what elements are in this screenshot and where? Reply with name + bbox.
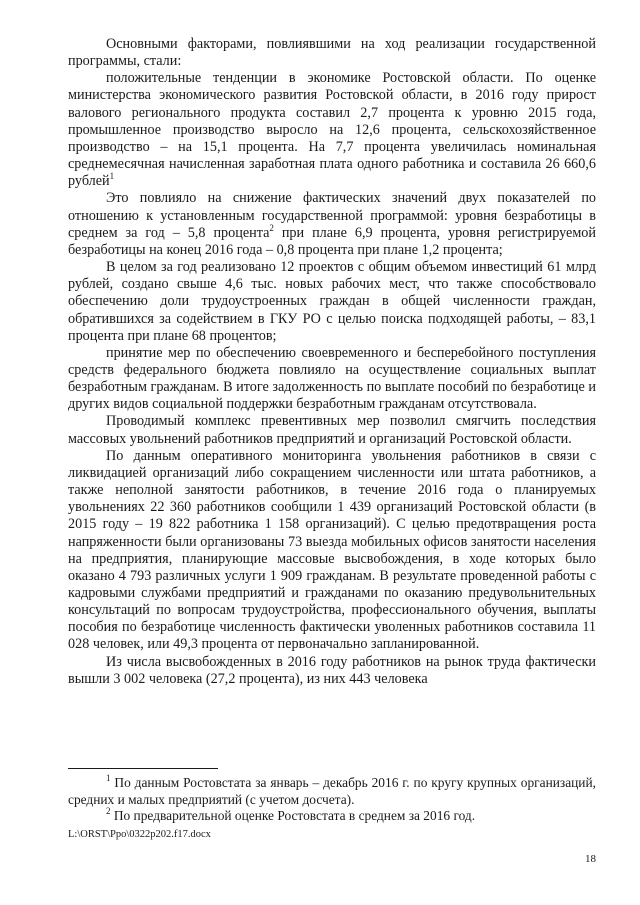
paragraph-8: Из числа высвобожденных в 2016 году работников на рынок труда фактически вышли 3 002 человека (27,2 процента), из них 443 человека (68, 653, 596, 687)
paragraph-2: положительные тенденции в экономике Ростовской области. По оценке министерства экономического развития Ростовской области, в 2016 году прирост валового регионального продукта составил 2,7 процента к уровню 2015 года, промышленное производство выросло на 12,6 процента, сельскохозяйственное производство – на 15,1 процента. На 7,7 процента увеличилась номинальная среднемесячная начисленная заработная плата одного работника и составила 26 660,6 рублей$^1$ (68, 70, 596, 190)
footnote-1: $^1$ По данным Ростовстата за январь – декабрь 2016 г. по кругу крупных организаций, средних и малых предприятий (с учетом досчета). (68, 773, 596, 807)
paragraph-5: принятие мер по обеспечению своевременного и бесперебойного поступления средств федерального бюджета повлияло на осуществление социальных выплат безработным гражданам. В итоге задолженность по выплате пособий по безработице и других видов социальной поддержки безработным гражданам отсутствовала. (68, 344, 596, 413)
footnote-mark-1: 1 (106, 773, 111, 783)
footnotes (68, 775, 596, 825)
footnote-ref-1[interactable]: 1 (109, 171, 115, 182)
page-number: 18 (585, 853, 596, 865)
paragraph-7: По данным оперативного мониторинга увольнения работников в связи с ликвидацией организаций либо сокращением численности или штата работников, а также неполной занятости работников, в течение 2016 года о планируемых увольнениях 22 360 работников сообщили 1 439 организаций Ростовской области (в 2015 году – 19 822 работника 1 158 организаций). С целью предотвращения роста напряженности были организованы 73 выезда мобильных офисов занятости населения на предприятия, планирующие массовые высвобождения, в ходе которых было оказано 4 793 различных услуги 1 909 гражданам. В результате проведенной работы с кадровыми службами предприятий и гражданами по оказанию предувольнительных консультаций по вопросам трудоустройства, профессионального обучения, выплаты пособия по безработице численность фактически уволенных работников составила 11 028 человек, или 49,3 процента от первоначально запланированной. (68, 447, 596, 653)
footnote-2: $^2$ По предварительной оценке Ростовстата в среднем за 2016 год. (106, 806, 476, 823)
paragraph-3: Это повлияло на снижение фактических значений двух показателей по отношению к установленным государственной программой: уровня безработицы в среднем за год – 5,8 процента$^2$ при плане 6,9 процента, уровня регистрируемой безработицы на конец 2016 года – 0,8 процента при плане 1,2 процента; (68, 190, 596, 258)
footnote-mark-2: 2 (106, 806, 111, 816)
file-path: L:\ORST\Ppo\0322p202.f17.docx (68, 829, 211, 840)
paragraph-1: Основными факторами, повлиявшими на ход реализации государственной программы, стали: (68, 36, 596, 70)
footnote-separator (68, 768, 218, 769)
body-text (68, 36, 596, 688)
paragraph-6: Проводимый комплекс превентивных мер позволил смягчить последствия массовых увольнений работников предприятий и организаций Ростовской области. (68, 413, 596, 447)
paragraph-4: В целом за год реализовано 12 проектов с общим объемом инвестиций 61 млрд рублей, создано свыше 4,6 тыс. новых рабочих мест, что также способствовало обеспечению доли трудоустроенных граждан в общей численности граждан, обратившихся за содействием в ГКУ РО с целью поиска подходящей работы, – 83,1 процента при плане 68 процентов; (68, 259, 596, 344)
footnote-ref-2[interactable]: 2 (269, 222, 274, 233)
